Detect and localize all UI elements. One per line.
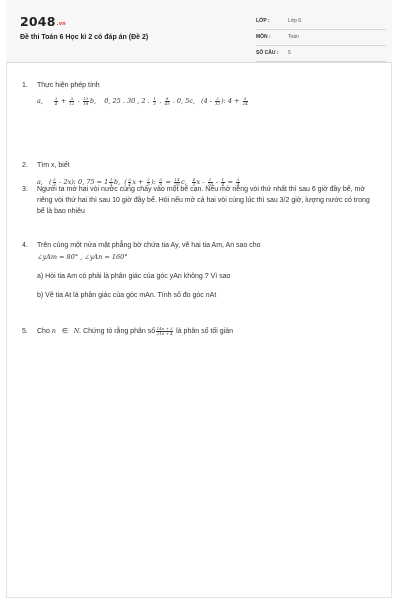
- question-4-part-a: a) Hỏi tia Am có phải là phân giác của góc yAn không ? Vì sao: [37, 273, 231, 280]
- question-number: 1.: [22, 82, 28, 89]
- expr-b-tail: . 0, 5c,: [170, 97, 195, 105]
- question-number: 4.: [22, 242, 28, 249]
- expr-c-tail: ): 4 +: [221, 97, 242, 105]
- question-number: 5.: [22, 328, 28, 335]
- meta-row-class: [256, 15, 386, 30]
- question-text: Cho n ∈ N. Chứng tỏ rằng phân số $\frac{14n + 3}{21n + 4}$ là phân số tối giản: [37, 325, 233, 336]
- meta-value: Lớp 6: [288, 18, 302, 24]
- exam-meta: [256, 15, 386, 63]
- question-2-expression: a, ( $\frac{5}{3}$ - 2x): 0, 75 = 1 $\frac{1}{3}$ b, ( $\frac{3}{4}$ x + $\frac{2}{5}$ ): $\frac{3}{5}$ = $\frac{14}{25}$ c, $\frac{4}{5}$ x - $\frac{1}{20}$ - $\frac{1}{4}$ = $\frac{3}{4}$: [37, 176, 240, 187]
- sub-label: a,: [37, 97, 43, 105]
- question-text: Trên cùng một nửa mặt phẳng bờ chứa tia Ay, vẽ hai tia Am, An sao cho: [37, 242, 261, 249]
- question-text: Người ta mở hai vòi nước cùng chảy vào một bể cạn. Nếu mở riêng vòi thứ nhất thì sau 6 giờ đầy bể, mở riêng vòi thứ hai thì sau 10 giờ đầy bể. Hỏi nếu mở cả hai vòi cùng lúc thì sau 3/2 giờ, lượng nước có trong bể là bao nhiêu: [37, 186, 370, 215]
- question-1-expression: a, $\frac{3}{4}$ + $\frac{5}{12}$ - $\frac{13}{18}$ b, 0, 25 . 30 , 2 . $\frac{1}{3}$ . $\frac{8}{45}$ . 0, 5c, (4 - $\frac{3}{12}$ ): 4 + $\frac{5}{24}$: [37, 95, 248, 106]
- question-text: Thực hiện phép tính: [37, 82, 100, 89]
- meta-value: 5: [288, 50, 291, 56]
- site-logo[interactable]: 2048.vn: [20, 14, 66, 29]
- meta-value: Toán: [288, 34, 299, 40]
- meta-label: LỚP :: [256, 18, 270, 24]
- question-4-part-b: b) Vẽ tia At là phân giác của góc mAn. Tính số đo góc nAt: [37, 292, 217, 299]
- exam-title: Đề thi Toán 6 Học kì 2 có đáp án (Đề 2): [20, 34, 149, 41]
- meta-label: SỐ CÂU :: [256, 50, 279, 56]
- question-number: 3.: [22, 186, 28, 193]
- expr-c: (4 -: [201, 97, 215, 105]
- meta-row-subject: [256, 31, 386, 46]
- meta-row-count: [256, 47, 386, 62]
- question-number: 2.: [22, 162, 28, 169]
- document-header: [6, 0, 392, 63]
- meta-label: MÔN :: [256, 34, 271, 40]
- sub-label: a,: [37, 178, 43, 186]
- question-4-angles: ∠yAm = 80° , ∠yAn = 160°: [37, 253, 128, 261]
- question-text: Tìm x, biết: [37, 162, 70, 169]
- expr-b: 0, 25 . 30 , 2 .: [104, 97, 152, 105]
